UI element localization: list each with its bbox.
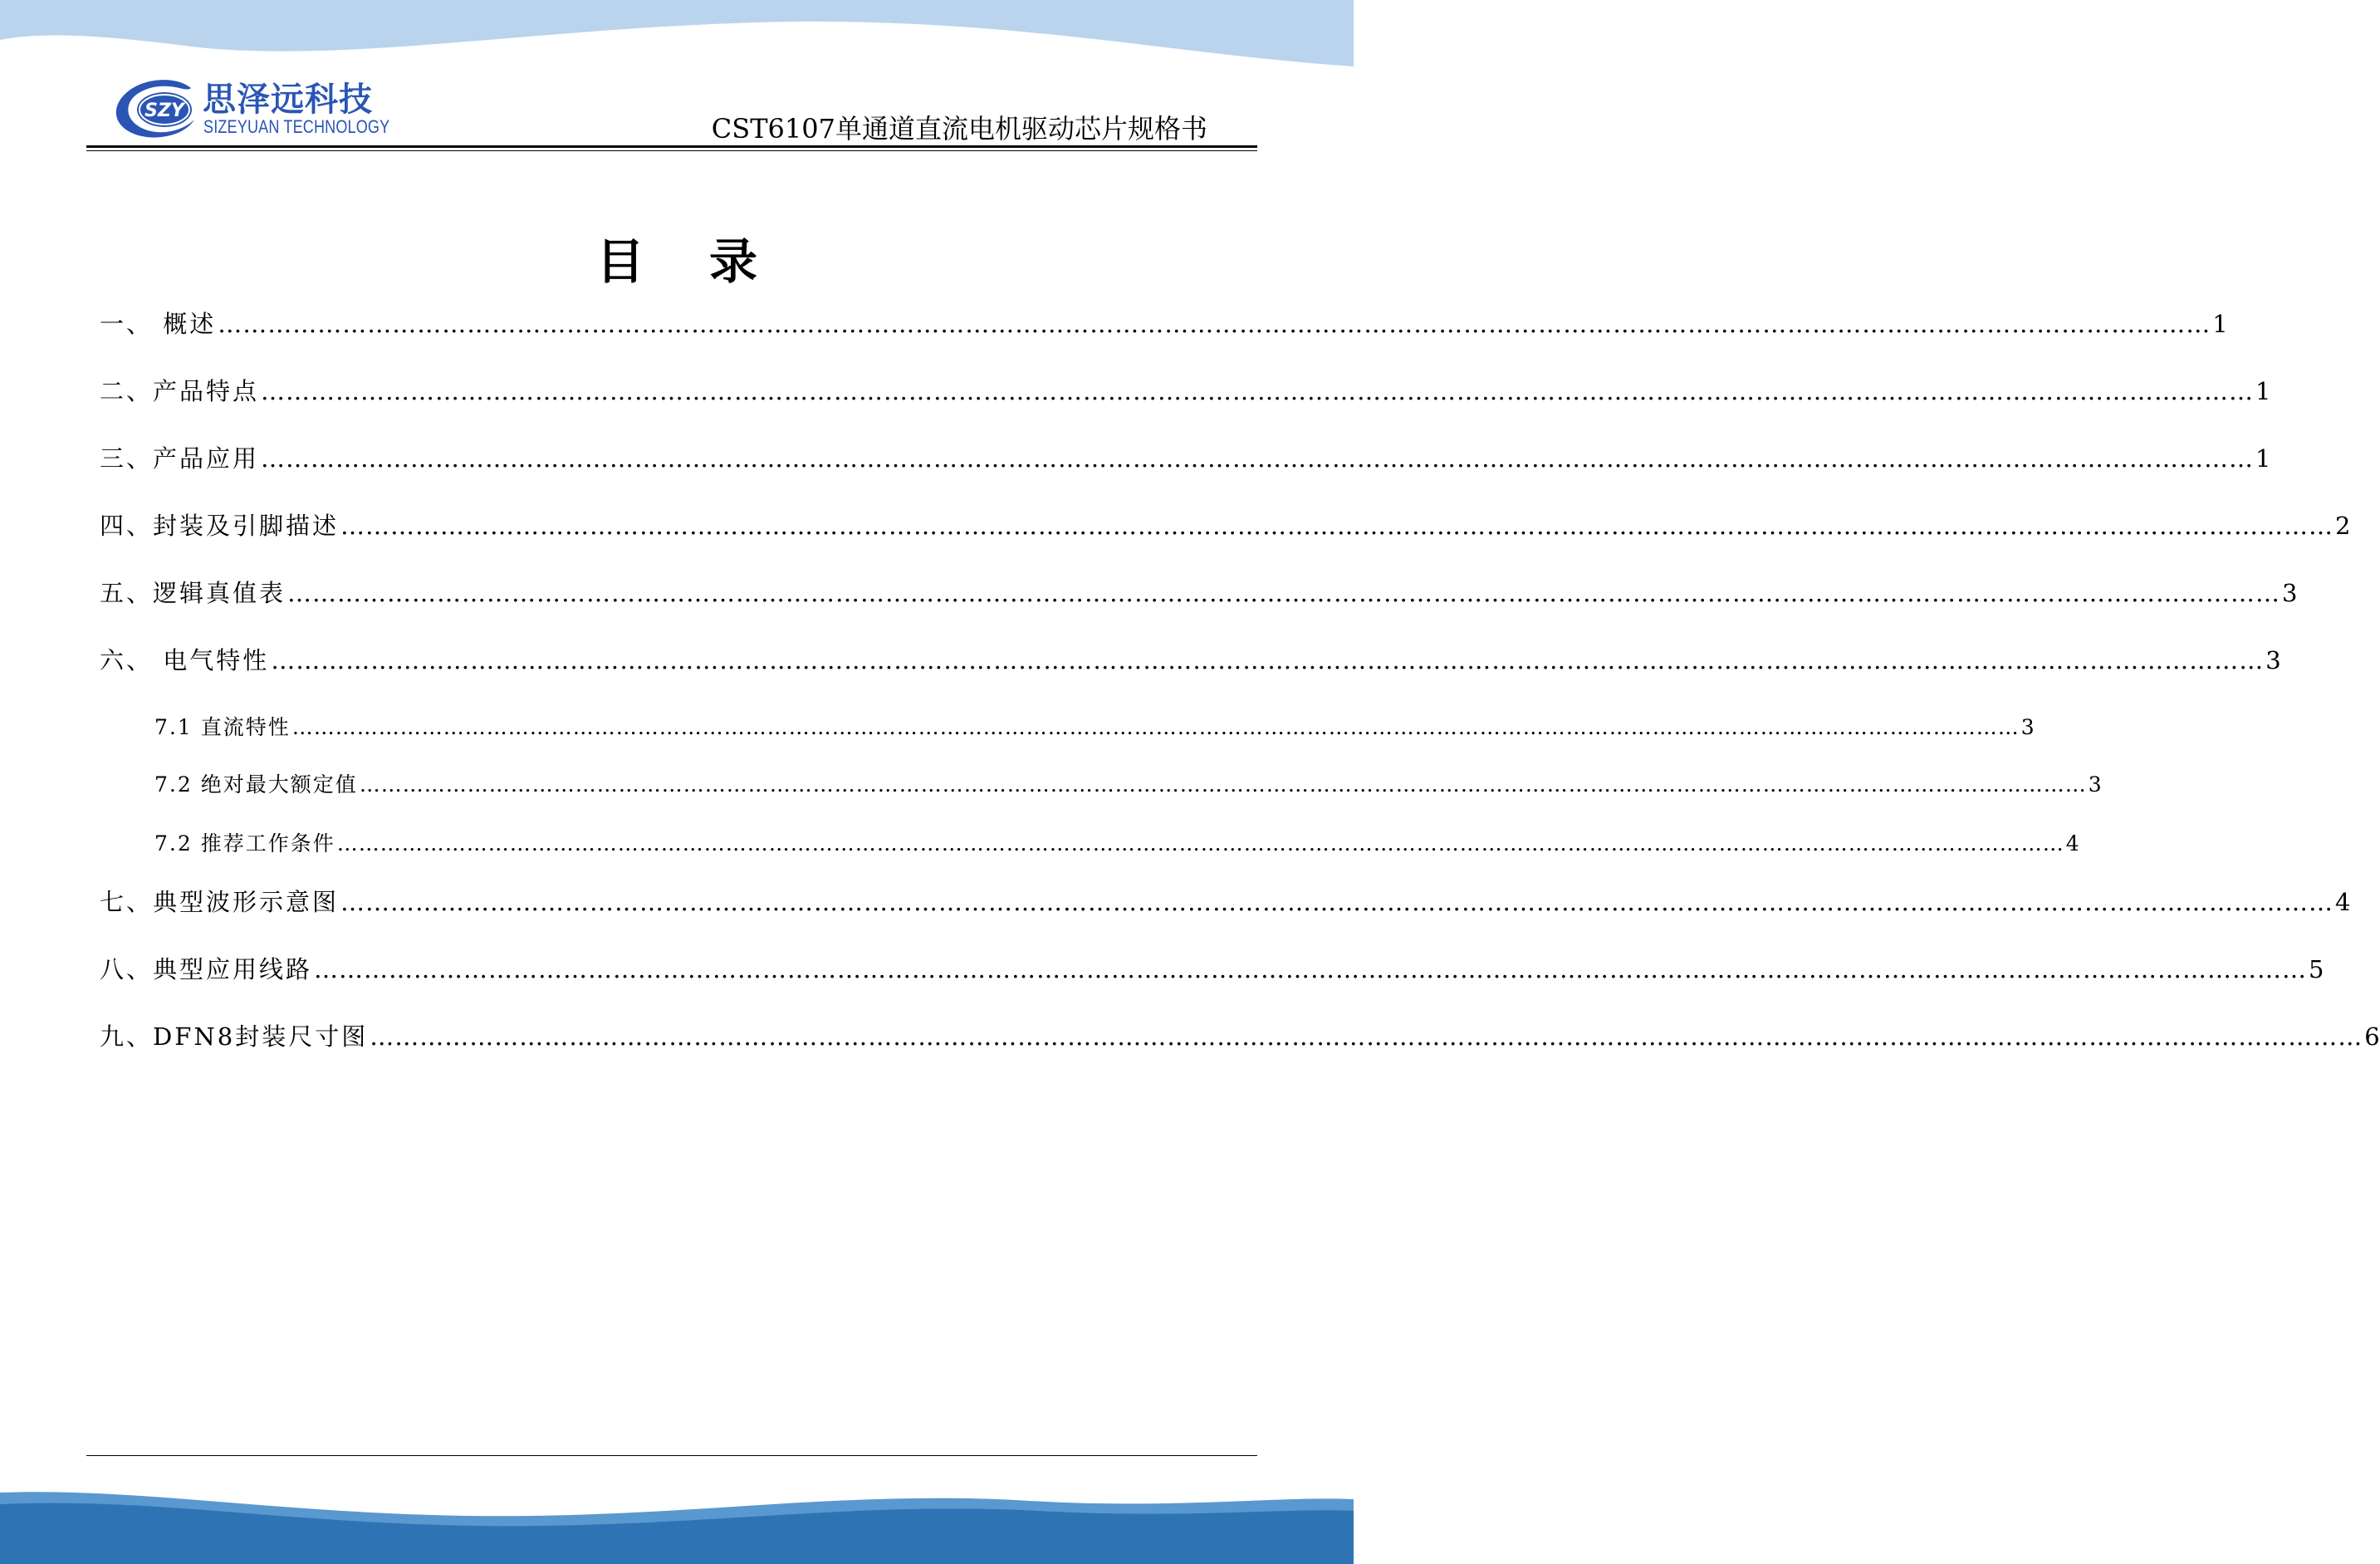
toc-entry-label: 7.2 绝对最大额定值	[154, 772, 358, 797]
toc-entry[interactable]	[100, 575, 2298, 609]
header-rule-thick	[86, 145, 1257, 148]
toc-entry-page: 2	[2335, 512, 2351, 540]
footer-wave-decoration	[0, 1483, 1354, 1564]
toc-dot-leader: ……………………………………………………………………………………………………………………………………………………………………………………………………………………	[287, 579, 2281, 607]
toc-entry-page: 3	[2020, 715, 2035, 739]
toc-entry[interactable]	[100, 507, 2351, 542]
toc-entry-page: 3	[2265, 646, 2281, 674]
toc-entry-label: 三、产品应用	[100, 444, 260, 473]
toc-dot-leader: ……………………………………………………………………………………………………………………………………………………………………………………………………………………	[291, 715, 2020, 739]
logo-company-name-en: SIZEYUAN TECHNOLOGY	[203, 116, 390, 137]
company-logo	[113, 78, 390, 140]
toc-entry-label: 九、DFN8封装尺寸图	[100, 1022, 369, 1051]
logo-company-name-cn: 思泽远科技	[203, 81, 373, 119]
toc-heading: 目录	[595, 233, 822, 290]
header-rule-thin	[86, 150, 1257, 151]
toc-dot-leader: ……………………………………………………………………………………………………………………………………………………………………………………………………………………	[336, 831, 2064, 856]
toc-entry-page: 3	[2282, 579, 2298, 607]
logo-badge-text: SZY	[144, 101, 184, 121]
document-title: CST6107单通道直流电机驱动芯片规格书	[711, 113, 1207, 145]
toc-entry-label: 八、典型应用线路	[100, 955, 313, 983]
toc-entry[interactable]	[100, 1018, 2380, 1052]
toc-entry-page: 1	[2212, 310, 2228, 338]
szy-logo-icon	[113, 78, 199, 140]
toc-entry[interactable]	[100, 642, 2281, 676]
toc-dot-leader: ……………………………………………………………………………………………………………………………………………………………………………………………………………………	[271, 646, 2265, 674]
toc-entry-label: 七、典型波形示意图	[100, 888, 340, 916]
toc-entry[interactable]	[100, 440, 2271, 474]
toc-dot-leader: ……………………………………………………………………………………………………………………………………………………………………………………………………………………	[370, 1022, 2363, 1051]
toc-dot-leader: ……………………………………………………………………………………………………………………………………………………………………………………………………………………	[359, 772, 2087, 797]
toc-entry-page: 4	[2335, 888, 2351, 916]
toc-subentry[interactable]	[154, 711, 2035, 741]
header-wave-decoration	[0, 0, 1354, 66]
toc-entry[interactable]	[100, 306, 2228, 340]
toc-entry-label: 7.2 推荐工作条件	[154, 831, 335, 856]
toc-subentry[interactable]	[154, 827, 2079, 857]
toc-entry-page: 3	[2088, 772, 2102, 797]
toc-subentry[interactable]	[154, 768, 2102, 798]
toc-dot-leader: ……………………………………………………………………………………………………………………………………………………………………………………………………………………	[340, 888, 2334, 916]
toc-dot-leader: ……………………………………………………………………………………………………………………………………………………………………………………………………………………	[340, 512, 2334, 540]
toc-dot-leader: ……………………………………………………………………………………………………………………………………………………………………………………………………………………	[314, 955, 2308, 983]
toc-entry-label: 五、逻辑真值表	[100, 579, 286, 607]
toc-entry-label: 一、 概述	[100, 310, 217, 338]
toc-entry[interactable]	[100, 373, 2271, 407]
toc-entry-page: 6	[2364, 1022, 2380, 1051]
toc-entry-label: 7.1 直流特性	[154, 715, 291, 739]
toc-dot-leader: ……………………………………………………………………………………………………………………………………………………………………………………………………………………	[261, 444, 2255, 473]
toc-entry[interactable]	[100, 951, 2324, 985]
toc-dot-leader: ……………………………………………………………………………………………………………………………………………………………………………………………………………………	[218, 310, 2211, 338]
toc-entry-page: 4	[2065, 831, 2079, 856]
toc-entry-label: 四、封装及引脚描述	[100, 512, 340, 540]
toc-entry-label: 六、 电气特性	[100, 646, 270, 674]
toc-entry-page: 1	[2255, 444, 2271, 473]
toc-entry-page: 1	[2255, 377, 2271, 405]
toc-entry[interactable]	[100, 884, 2351, 918]
toc-dot-leader: ……………………………………………………………………………………………………………………………………………………………………………………………………………………	[261, 377, 2255, 405]
toc-entry-label: 二、产品特点	[100, 377, 260, 405]
footer-rule	[86, 1455, 1257, 1456]
toc-entry-page: 5	[2309, 955, 2324, 983]
